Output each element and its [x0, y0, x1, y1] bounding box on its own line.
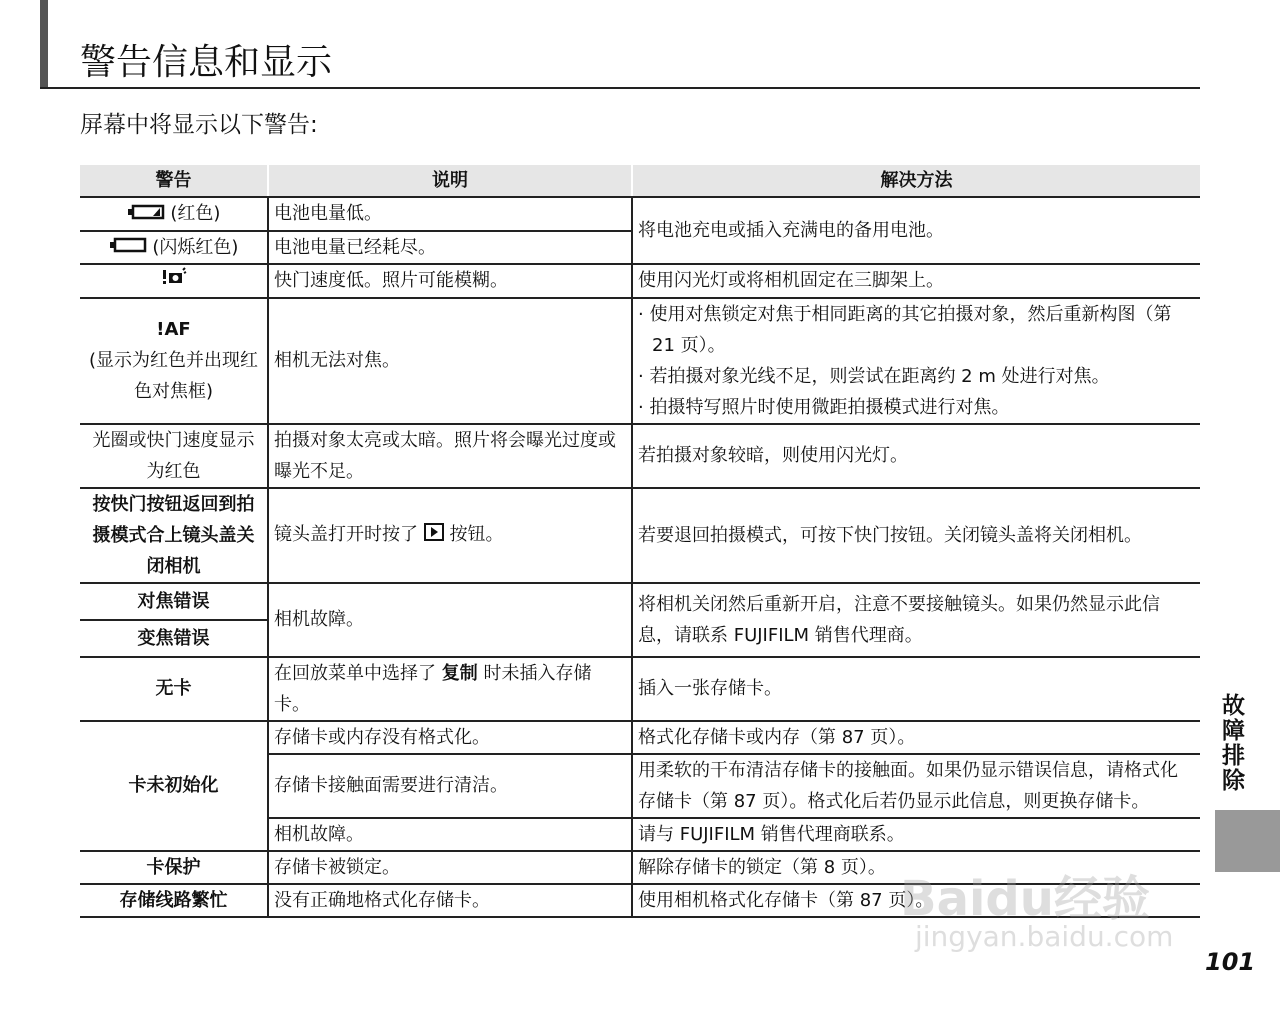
table-row — [80, 298, 1200, 424]
description-cell: 相机无法对焦。 — [268, 298, 632, 424]
solution-cell: 将电池充电或插入充满电的备用电池。 — [632, 197, 1200, 264]
solution-cell: 用柔软的干布清洁存储卡的接触面。如果仍显示错误信息，请格式化存储卡（第 87 页）。格式化后若仍显示此信息，则更换存储卡。 — [632, 754, 1200, 818]
warning-cell: 卡未初始化 — [80, 721, 268, 851]
description-cell — [268, 657, 632, 721]
warning-cell: 对焦错误 — [80, 583, 268, 620]
header-solution: 解决方法 — [632, 165, 1200, 197]
battery-empty-icon — [109, 232, 147, 263]
bullet-item: · 使用对焦锁定对焦于相同距离的其它拍摄对象，然后重新构图（第 21 页）。 — [638, 303, 1172, 356]
watermark: Baidu经验 — [900, 871, 1150, 927]
solution-cell: 将相机关闭然后重新开启，注意不要接触镜头。如果仍然显示此信息，请联系 FUJIFILM 销售代理商。 — [632, 583, 1200, 657]
desc-text: 镜头盖打开时按了 — [274, 524, 418, 546]
warning-cell — [80, 298, 268, 424]
warning-cell: 存储线路繁忙 — [80, 884, 268, 917]
section-tab — [1215, 810, 1280, 872]
copy-menu-label: 复制 — [441, 662, 478, 684]
description-cell: 存储卡或内存没有格式化。 — [268, 721, 632, 754]
description-cell: 拍摄对象太亮或太暗。照片将会曝光过度或曝光不足。 — [268, 424, 632, 488]
warning-text: (显示为红色并出现红色对焦框) — [88, 350, 259, 402]
description-cell: 没有正确地格式化存储卡。 — [268, 884, 632, 917]
warning-cell: 光圈或快门速度显示为红色 — [80, 424, 268, 488]
table-row — [80, 721, 1200, 754]
description-cell: 存储卡接触面需要进行清洁。 — [268, 754, 632, 818]
warning-cell: 无卡 — [80, 657, 268, 721]
warning-cell: 按快门按钮返回到拍摄模式合上镜头盖关闭相机 — [80, 488, 268, 583]
description-cell: 相机故障。 — [268, 818, 632, 851]
solution-cell: 解除存储卡的锁定（第 8 页）。 — [632, 851, 1200, 884]
solution-cell: 请与 FUJIFILM 销售代理商联系。 — [632, 818, 1200, 851]
title-rule — [40, 87, 1200, 89]
header-warning: 警告 — [80, 165, 268, 197]
table-row — [80, 424, 1200, 488]
warning-text: (闪烁红色) — [152, 236, 239, 258]
description-cell: 存储卡被锁定。 — [268, 851, 632, 884]
warning-cell: 卡保护 — [80, 851, 268, 884]
header-description: 说明 — [268, 165, 632, 197]
desc-text: 按钮。 — [449, 524, 504, 546]
table-row — [80, 264, 1200, 298]
table-row — [80, 488, 1200, 583]
desc-text: 在回放菜单中选择了 — [274, 662, 436, 684]
af-warning-icon: !AF — [156, 319, 191, 340]
watermark-url: jingyan.baidu.com — [915, 920, 1174, 953]
description-cell: 快门速度低。照片可能模糊。 — [268, 264, 632, 298]
page-title: 警告信息和显示 — [80, 42, 333, 83]
intro-text: 屏幕中将显示以下警告: — [80, 112, 318, 138]
page-number: 101 — [1205, 948, 1256, 976]
table-row — [80, 657, 1200, 721]
bullet-item: · 拍摄特写照片时使用微距拍摄模式进行对焦。 — [638, 396, 1010, 418]
solution-cell: 使用闪光灯或将相机固定在三脚架上。 — [632, 264, 1200, 298]
battery-low-icon — [127, 199, 165, 230]
description-cell: 电池电量已经耗尽。 — [268, 231, 632, 265]
solution-cell: 使用相机格式化存储卡（第 87 页）。 — [632, 884, 1200, 917]
solution-cell: 若拍摄对象较暗，则使用闪光灯。 — [632, 424, 1200, 488]
warning-cell: 变焦错误 — [80, 620, 268, 657]
warning-cell — [80, 264, 268, 298]
table-row — [80, 583, 1200, 620]
solution-cell: 插入一张存储卡。 — [632, 657, 1200, 721]
camera-shake-icon — [161, 266, 187, 297]
warning-table — [80, 165, 1200, 918]
solution-cell — [632, 298, 1200, 424]
warning-cell — [80, 197, 268, 231]
solution-cell: 格式化存储卡或内存（第 87 页）。 — [632, 721, 1200, 754]
description-cell — [268, 488, 632, 583]
table-header — [80, 165, 1200, 197]
desc-text: 时未插入存储卡。 — [274, 662, 592, 715]
solution-cell: 若要退回拍摄模式，可按下快门按钮。关闭镜头盖将关闭相机。 — [632, 488, 1200, 583]
description-cell: 相机故障。 — [268, 583, 632, 657]
bullet-item: · 若拍摄对象光线不足，则尝试在距离约 2 m 处进行对焦。 — [638, 365, 1110, 387]
section-side-label: 故障排除 — [1222, 693, 1245, 794]
playback-button-icon — [424, 520, 444, 551]
table-row — [80, 197, 1200, 231]
warning-text: (红色) — [170, 203, 221, 224]
heading-bar — [40, 0, 48, 88]
description-cell: 电池电量低。 — [268, 197, 632, 231]
warning-cell — [80, 231, 268, 265]
